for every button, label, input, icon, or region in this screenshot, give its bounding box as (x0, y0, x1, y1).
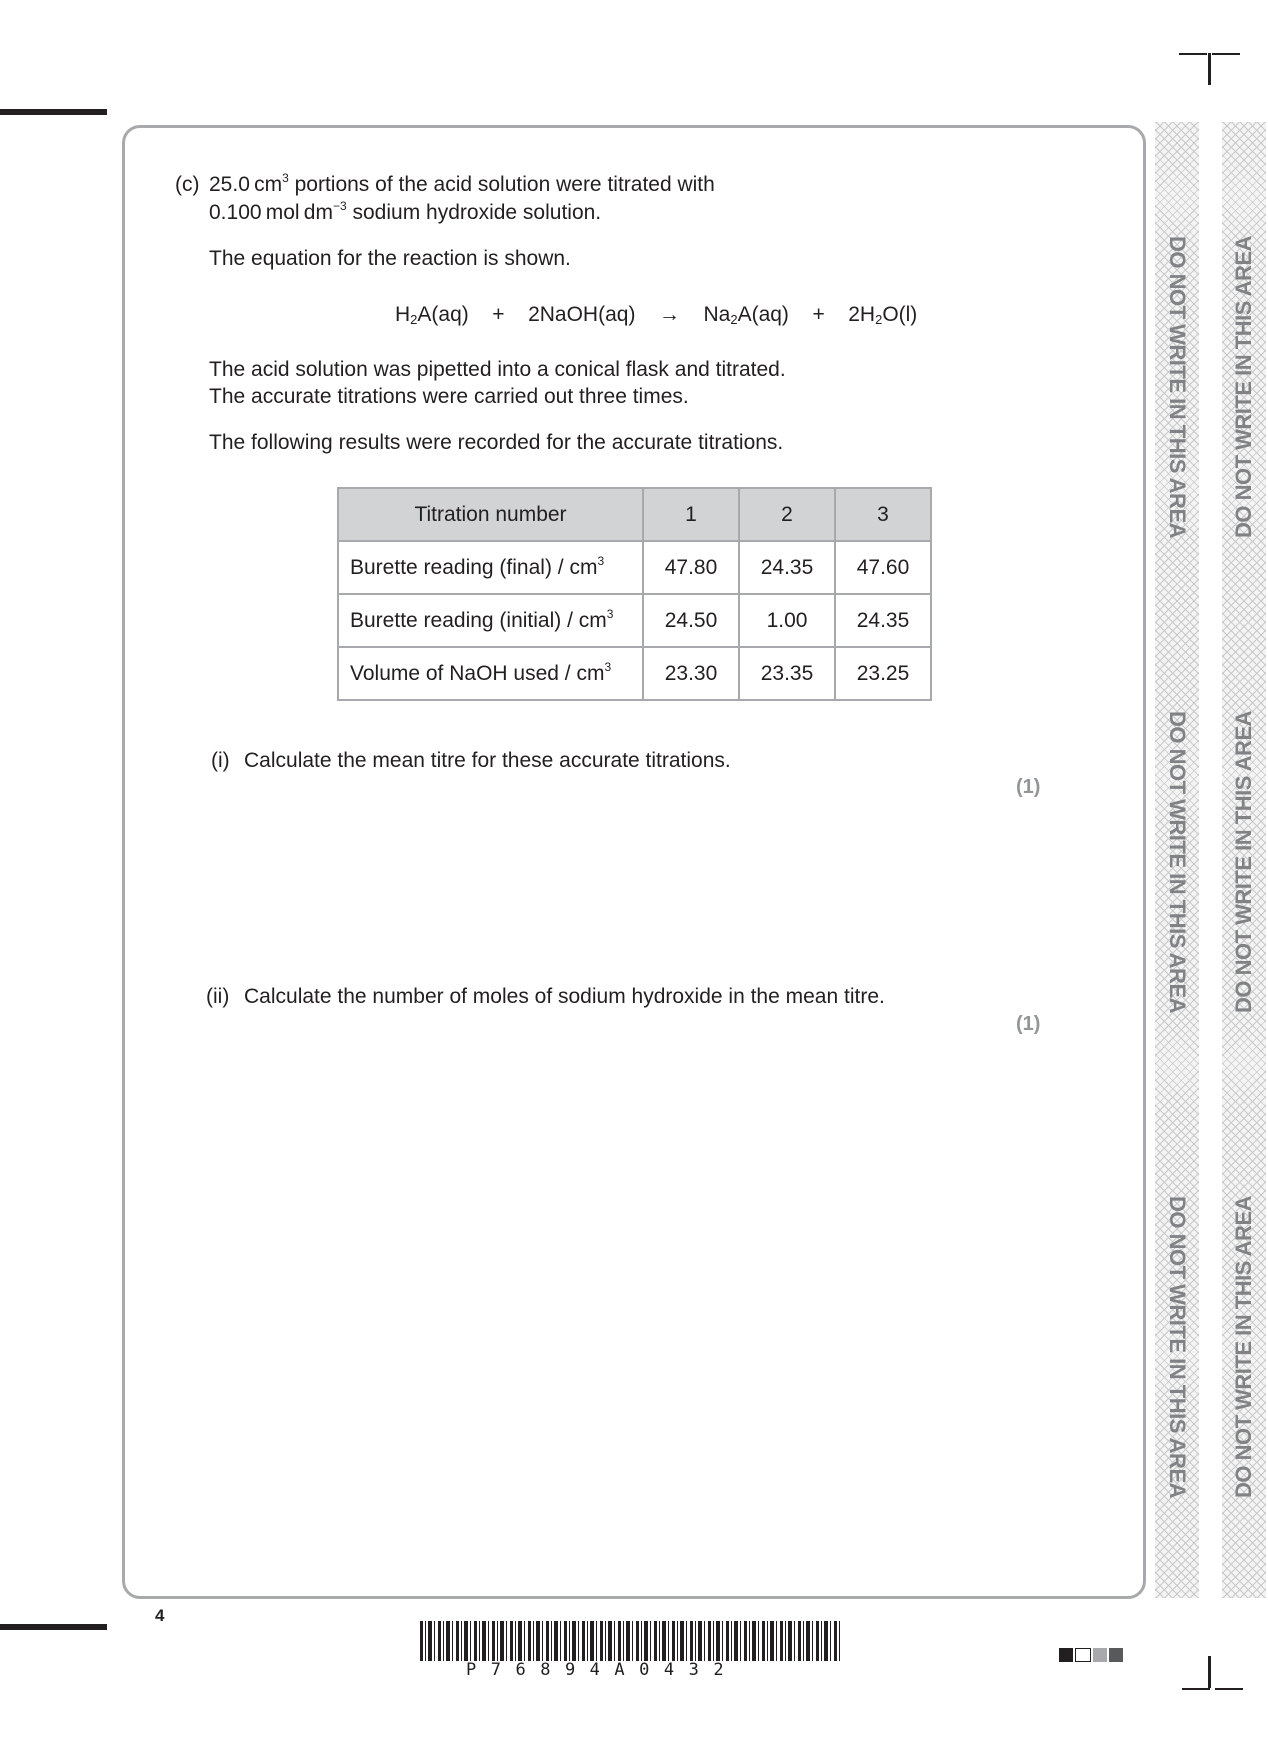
titration-results-table (337, 487, 932, 701)
margin-warning: DO NOT WRITE IN THIS AREA (1165, 1195, 1190, 1499)
subquestion-label: (ii) (206, 985, 230, 1008)
table-header-cell: Titration number (338, 488, 643, 541)
subquestion-text: Calculate the mean titre for these accurate titrations. (244, 749, 731, 772)
row-label: Volume of NaOH used / $cm^3$ (338, 647, 643, 700)
answer-space-ii[interactable] (175, 1050, 1055, 1570)
paragraph-line: The following results were recorded for the accurate titrations. (209, 431, 784, 454)
table-cell: 23.25 (835, 647, 931, 700)
crop-mark (1179, 53, 1207, 55)
row-label: Burette reading (initial) / $cm^3$ (338, 594, 643, 647)
margin-warning: DO NOT WRITE IN THIS AREA (1165, 710, 1190, 1014)
margin-warning: DO NOT WRITE IN THIS AREA (1231, 235, 1256, 539)
barcode (420, 1621, 842, 1661)
marks-label: (1) (1016, 776, 1041, 798)
intro-line-2: 0.100 mol $dm^{-3}$ sodium hydroxide solution. (209, 199, 602, 224)
table-row (338, 594, 931, 647)
table-cell: 24.35 (739, 541, 835, 594)
crop-mark (1215, 1688, 1243, 1690)
equation-intro: The equation for the reaction is shown. (209, 247, 571, 270)
table-cell: 24.35 (835, 594, 931, 647)
table-cell: 47.80 (643, 541, 739, 594)
answer-space-i[interactable] (175, 810, 1055, 970)
page-number: 4 (155, 1606, 165, 1625)
table-cell: 24.50 (643, 594, 739, 647)
margin-warning: DO NOT WRITE IN THIS AREA (1165, 235, 1190, 539)
margin-stripe-inner (1155, 122, 1199, 1598)
row-label: Burette reading (final) / $cm^3$ (338, 541, 643, 594)
registration-bar-top (0, 109, 107, 115)
part-label: (c) (175, 173, 200, 196)
table-header-cell: 3 (835, 488, 931, 541)
crop-mark (1212, 53, 1240, 55)
subquestion-text: Calculate the number of moles of sodium hydroxide in the mean titre. (244, 985, 885, 1008)
page-indicator-squares (1059, 1648, 1123, 1662)
registration-bar-bottom (0, 1624, 107, 1630)
margin-warning: DO NOT WRITE IN THIS AREA (1231, 710, 1256, 1014)
margin-stripe-outer (1222, 122, 1266, 1598)
table-cell: 23.35 (739, 647, 835, 700)
margin-warning: DO NOT WRITE IN THIS AREA (1231, 1195, 1256, 1499)
paragraph-line: The acid solution was pipetted into a conical flask and titrated. (209, 358, 786, 381)
intro-line-1: 25.0 $cm^3$ portions of the acid solution were titrated with (209, 171, 715, 196)
table-cell: 1.00 (739, 594, 835, 647)
table-header-cell: 1 (643, 488, 739, 541)
table-header-row (338, 488, 931, 541)
barcode-text: P76894A0432 (466, 1660, 739, 1680)
paragraph-line: The accurate titrations were carried out three times. (209, 385, 689, 408)
table-row (338, 541, 931, 594)
marks-label: (1) (1016, 1013, 1041, 1035)
crop-mark (1182, 1688, 1210, 1690)
table-cell: 23.30 (643, 647, 739, 700)
crop-mark (1208, 53, 1211, 85)
table-row (338, 647, 931, 700)
table-header-cell: 2 (739, 488, 835, 541)
chemical-equation: $H_2A(aq)$ + 2NaOH(aq) → $Na_2A(aq)$ + $2H_2O(l)$ (395, 303, 918, 327)
subquestion-label: (i) (211, 749, 230, 772)
table-cell: 47.60 (835, 541, 931, 594)
crop-mark (1208, 1656, 1211, 1688)
